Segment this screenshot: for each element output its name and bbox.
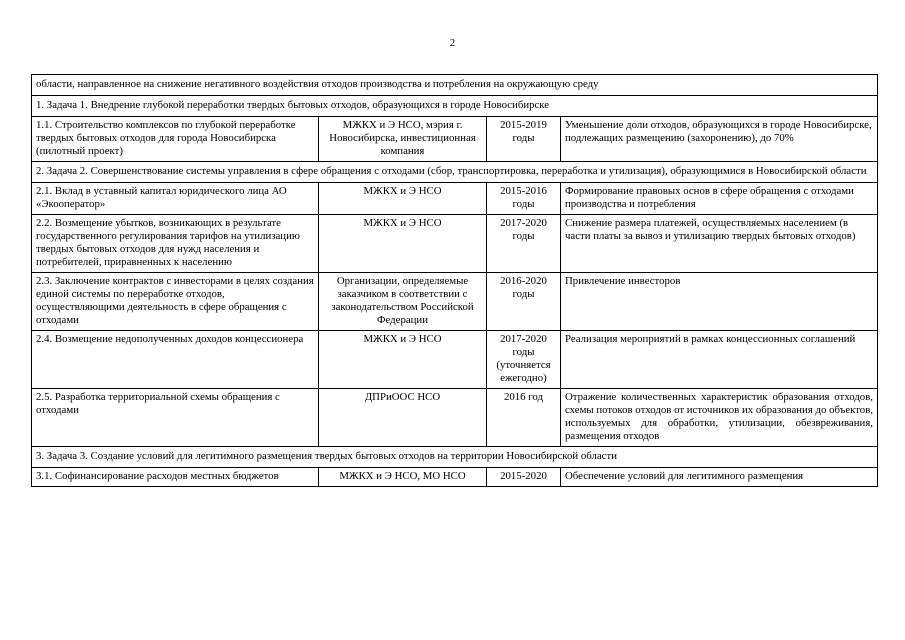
table-row xyxy=(32,117,878,162)
period-cell: 2017-2020 годы (уточняется ежегодно) xyxy=(487,331,561,389)
measure-cell: 1.1. Строительство комплексов по глубокой переработке твердых бытовых отходов для города Новосибирска (пилотный проект) xyxy=(32,117,319,162)
result-cell: Снижение размера платежей, осуществляемых населением (в части платы за вывоз и утилизацию твердых бытовых отходов) xyxy=(561,215,878,273)
table-row xyxy=(32,183,878,215)
table-row xyxy=(32,215,878,273)
period-cell: 2016 год xyxy=(487,389,561,447)
table-row xyxy=(32,468,878,487)
page-number: 2 xyxy=(449,38,456,49)
task-heading-cell: 3. Задача 3. Создание условий для легитимного размещения твердых бытовых отходов на территории Новосибирской области xyxy=(32,447,878,468)
executor-cell: МЖКХ и Э НСО, МО НСО xyxy=(319,468,487,487)
table-row xyxy=(32,96,878,117)
table-row xyxy=(32,75,878,96)
period-cell: 2017-2020 годы xyxy=(487,215,561,273)
result-cell: Формирование правовых основ в сфере обращения с отходами производства и потребления xyxy=(561,183,878,215)
measure-cell: 2.3. Заключение контрактов с инвесторами в целях создания единой системы по переработке отходов, осуществляющими деятельность в сфере обращения с отходами xyxy=(32,273,319,331)
executor-cell: МЖКХ и Э НСО xyxy=(319,331,487,389)
measure-cell: 2.1. Вклад в уставный капитал юридического лица АО «Экооператор» xyxy=(32,183,319,215)
executor-cell: МЖКХ и Э НСО xyxy=(319,215,487,273)
table-row xyxy=(32,162,878,183)
goal-continuation-cell: области, направленное на снижение негативного воздействия отходов производства и потребления на окружающую среду xyxy=(32,75,878,96)
measure-cell: 2.5. Разработка территориальной схемы обращения с отходами xyxy=(32,389,319,447)
task-heading-cell: 2. Задача 2. Совершенствование системы управления в сфере обращения с отходами (сбор, транспортировка, переработка и утилизация), образующимися в Новосибирской области xyxy=(32,162,878,183)
executor-cell: Организации, определяемые заказчиком в соответствии с законодательством Российской Федерации xyxy=(319,273,487,331)
program-measures-table xyxy=(31,74,878,487)
task-heading-cell: 1. Задача 1. Внедрение глубокой переработки твердых бытовых отходов, образующихся в городе Новосибирске xyxy=(32,96,878,117)
result-cell: Отражение количественных характеристик образования отходов, схемы потоков отходов от источников их образования до объектов, используемых для обработки, утилизации, обезвреживания, размещения отходов xyxy=(561,389,878,447)
measure-cell: 2.4. Возмещение недополученных доходов концессионера xyxy=(32,331,319,389)
executor-cell: МЖКХ и Э НСО, мэрия г. Новосибирска, инвестиционная компания xyxy=(319,117,487,162)
result-cell: Привлечение инвесторов xyxy=(561,273,878,331)
result-cell: Уменьшение доли отходов, образующихся в городе Новосибирске, подлежащих размещению (захоронению), до 70% xyxy=(561,117,878,162)
executor-cell: ДПРиООС НСО xyxy=(319,389,487,447)
executor-cell: МЖКХ и Э НСО xyxy=(319,183,487,215)
measure-cell: 3.1. Софинансирование расходов местных бюджетов xyxy=(32,468,319,487)
measure-cell: 2.2. Возмещение убытков, возникающих в результате государственного регулирования тарифов на утилизацию твердых бытовых отходов для нужд населения и потребителей, приравненных к населению xyxy=(32,215,319,273)
table-row xyxy=(32,273,878,331)
period-cell: 2015-2020 xyxy=(487,468,561,487)
table-row xyxy=(32,389,878,447)
period-cell: 2015-2019 годы xyxy=(487,117,561,162)
table-row xyxy=(32,447,878,468)
table-row xyxy=(32,331,878,389)
period-cell: 2015-2016 годы xyxy=(487,183,561,215)
result-cell: Обеспечение условий для легитимного размещения xyxy=(561,468,878,487)
result-cell: Реализация мероприятий в рамках концессионных соглашений xyxy=(561,331,878,389)
period-cell: 2016-2020 годы xyxy=(487,273,561,331)
